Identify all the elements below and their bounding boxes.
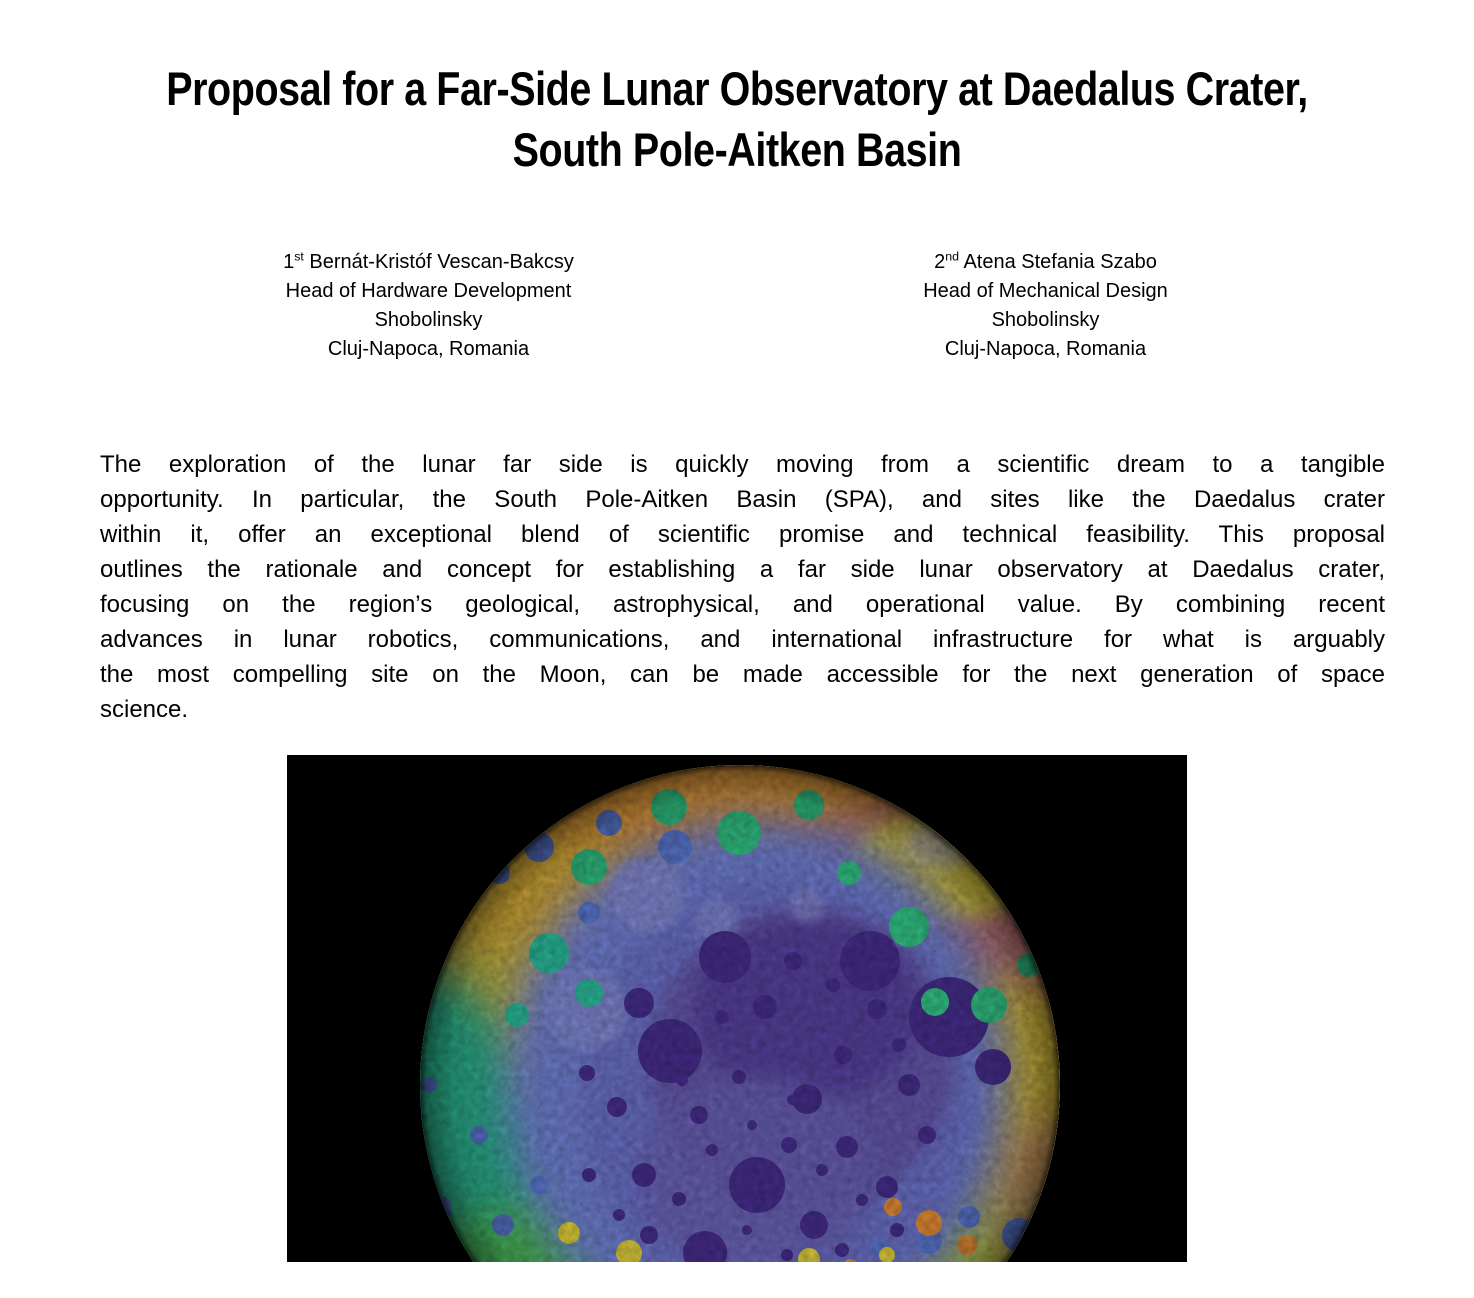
author-2-order-number: 2 [934, 251, 946, 273]
author-1-name: Bernát-Kristóf Vescan-Bakcsy [303, 251, 574, 273]
abstract-line: advances in lunar robotics, communications, and international infrastructure for what is arguably [100, 626, 1385, 653]
author-1-order-suffix: st [294, 249, 304, 264]
author-2-location: Cluj-Napoca, Romania [944, 338, 1147, 360]
author-block-2 [737, 248, 1354, 364]
author-2-role: Head of Mechanical Design [923, 280, 1168, 302]
abstract-paragraph [100, 447, 1385, 727]
abstract-line: the most compelling site on the Moon, can be made accessible for the next generation of space [100, 661, 1385, 688]
author-block-row [0, 248, 1474, 364]
abstract-line: outlines the rationale and concept for establishing a far side lunar observatory at Daedalus crater, [100, 556, 1385, 583]
abstract-line: within it, offer an exceptional blend of scientific promise and technical feasibility. This proposal [100, 521, 1385, 548]
paper-title-line-2: South Pole-Aitken Basin [512, 123, 962, 176]
abstract-line: The exploration of the lunar far side is quickly moving from a scientific dream to a tangible [100, 451, 1385, 478]
author-1-role: Head of Hardware Development [285, 280, 572, 302]
abstract-line: science. [100, 696, 189, 723]
author-2-affiliation: Shobolinsky [991, 309, 1100, 331]
author-2-name: Atena Stefania Szabo [958, 251, 1157, 273]
author-2-name-line [737, 248, 1354, 277]
author-2-order-suffix: nd [945, 249, 959, 264]
paper-title [118, 58, 1356, 180]
author-1-affiliation: Shobolinsky [374, 309, 483, 331]
lunar-farside-topography-figure [287, 755, 1187, 1262]
abstract-line: focusing on the region’s geological, astrophysical, and operational value. By combining recent [100, 591, 1385, 618]
paper-title-line-1: Proposal for a Far-Side Lunar Observatory at Daedalus Crater, [166, 62, 1308, 115]
abstract-line: opportunity. In particular, the South Pole-Aitken Basin (SPA), and sites like the Daedalus crater [100, 486, 1385, 513]
author-1-location: Cluj-Napoca, Romania [327, 338, 530, 360]
author-1-order-number: 1 [283, 251, 295, 273]
author-1-name-line [120, 248, 737, 277]
author-block-1 [120, 248, 737, 364]
lunar-topography-image [287, 755, 1187, 1262]
